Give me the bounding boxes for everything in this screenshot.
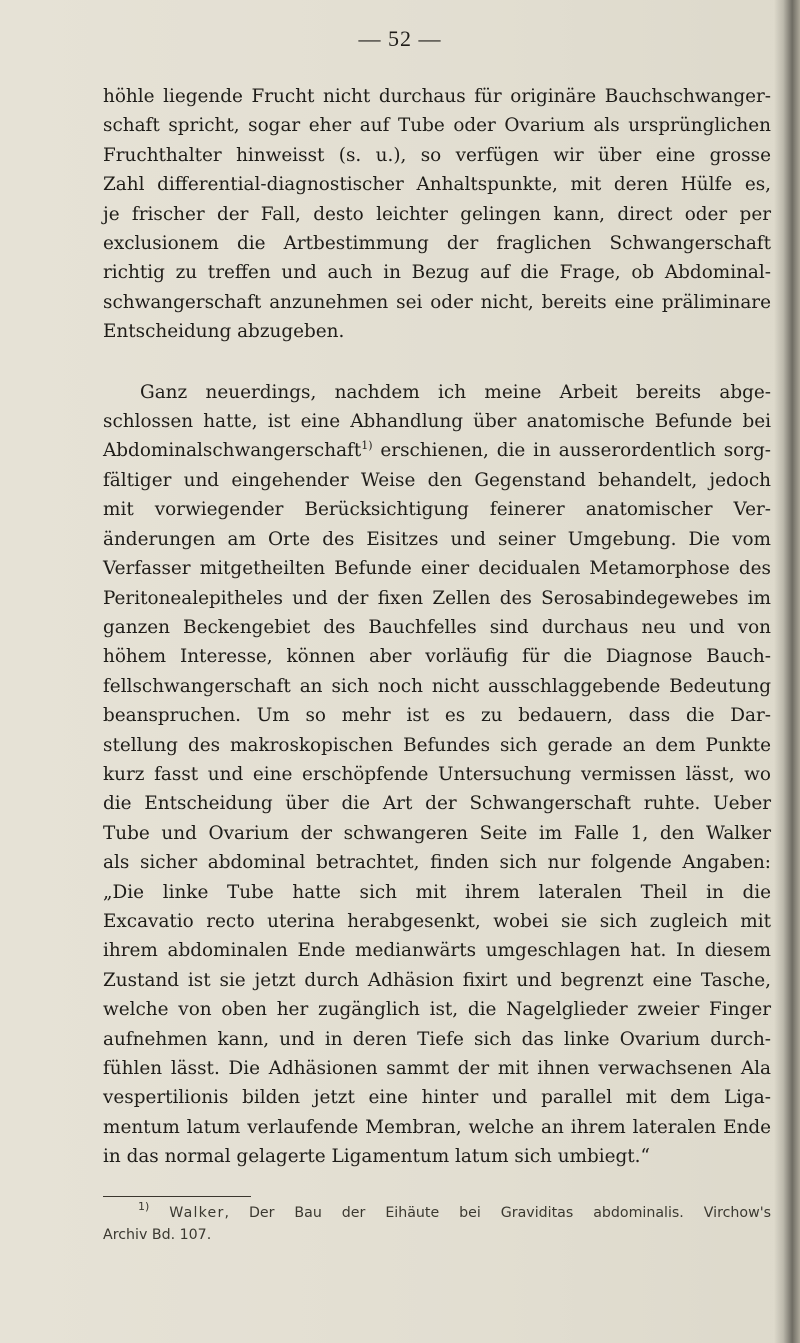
text-line: richtig zu treffen und auch in Bezug auf die Frage, ob Abdominal- — [103, 262, 771, 284]
text-line: Ganz neuerdings, nachdem ich meine Arbeit bereits abge- — [140, 381, 771, 403]
footnote-text: , Der Bau der Eihäute bei Graviditas abdominalis. Virchow's — [224, 1205, 771, 1221]
footnote-line — [103, 1202, 771, 1224]
footnote-reference[interactable]: 1) — [361, 439, 373, 453]
text-line: ganzen Beckengebiet des Bauchfelles sind durchaus neu und von — [103, 616, 771, 638]
text-line: Excavatio recto uterina herabgesenkt, wobei sie sich zugleich mit — [103, 910, 771, 932]
text-line: fühlen lässt. Die Adhäsionen sammt der mit ihnen verwachsenen Ala — [103, 1058, 771, 1079]
text-line: schlossen hatte, ist eine Abhandlung über anatomische Befunde bei — [103, 411, 771, 433]
body-text — [103, 82, 771, 1172]
text-line: ihrem abdominalen Ende medianwärts umgeschlagen hat. In diesem — [103, 940, 771, 962]
text-line: Zustand ist sie jetzt durch Adhäsion fixirt und begrenzt eine Tasche, — [103, 969, 771, 991]
text-line: Entscheidung abzugeben. — [103, 321, 345, 343]
text-segment: Abdominalschwangerschaft — [103, 440, 362, 462]
text-line: schwangerschaft anzunehmen sei oder nicht, bereits eine präliminare — [103, 291, 771, 313]
text-line: als sicher abdominal betrachtet, finden sich nur folgende Angaben: — [103, 852, 771, 874]
paragraph-1 — [103, 82, 771, 347]
text-line: aufnehmen kann, und in deren Tiefe sich das linke Ovarium durch- — [103, 1028, 771, 1050]
footnote-marker: 1) — [138, 1200, 150, 1213]
paragraph-2 — [103, 378, 771, 1172]
text-line: vespertilionis bilden jetzt eine hinter und parallel mit dem Liga- — [103, 1087, 771, 1109]
text-line: höhle liegende Frucht nicht durchaus für originäre Bauchschwanger- — [103, 86, 771, 107]
text-line: höhem Interesse, können aber vorläufig für die Diagnose Bauch- — [103, 646, 771, 668]
paragraph-gap — [103, 347, 771, 378]
text-line: Zahl differential-diagnostischer Anhaltspunkte, mit deren Hülfe es, — [103, 174, 771, 196]
footnote-line: Archiv Bd. 107. — [103, 1227, 212, 1243]
text-line: stellung des makroskopischen Befundes sich gerade an dem Punkte — [103, 734, 771, 756]
text-line: exclusionem die Artbestimmung der fraglichen Schwangerschaft — [103, 233, 771, 255]
footnote-divider — [103, 1196, 251, 1197]
text-line: je frischer der Fall, desto leichter gelingen kann, direct oder per — [103, 203, 771, 225]
text-line: mit vorwiegender Berücksichtigung feinerer anatomischer Ver- — [103, 499, 771, 521]
text-line: schaft spricht, sogar eher auf Tube oder Ovarium als ursprünglichen — [103, 115, 771, 137]
text-line: beanspruchen. Um so mehr ist es zu bedauern, dass die Dar- — [103, 705, 771, 727]
text-line: Tube und Ovarium der schwangeren Seite im Falle 1, den Walker — [103, 822, 771, 844]
page-binding-shadow — [774, 0, 800, 1343]
text-line: mentum latum verlaufende Membran, welche an ihrem lateralen Ende — [103, 1116, 771, 1138]
text-line: kurz fasst und eine erschöpfende Untersuchung vermissen lässt, wo — [103, 763, 771, 785]
text-line: welche von oben her zugänglich ist, die Nagelglieder zweier Finger — [103, 999, 771, 1021]
text-line: fältiger und eingehender Weise den Gegenstand behandelt, jedoch — [103, 469, 771, 491]
text-line: „Die linke Tube hatte sich mit ihrem lateralen Theil in die — [103, 881, 771, 903]
text-line: die Entscheidung über die Art der Schwangerschaft ruhte. Ueber — [103, 793, 771, 815]
text-line-with-footnote-ref — [103, 436, 771, 465]
text-line: Peritonealepitheles und der fixen Zellen des Serosabindegewebes im — [103, 587, 771, 609]
text-line: änderungen am Orte des Eisitzes und seiner Umgebung. Die vom — [103, 528, 771, 550]
text-line: Verfasser mitgetheilten Befunde einer decidualen Metamorphose des — [103, 558, 771, 580]
text-line: in das normal gelagerte Ligamentum latum sich umbiegt.“ — [103, 1146, 650, 1168]
text-line: Fruchthalter hinweisst (s. u.), so verfügen wir über eine grosse — [103, 144, 771, 166]
page-number: — 52 — — [358, 26, 442, 51]
text-segment: erschienen, die in ausserordentlich sorg- — [372, 440, 771, 462]
footnote-author: Walker — [169, 1205, 225, 1221]
footnote — [103, 1202, 771, 1246]
text-line: fellschwangerschaft an sich noch nicht ausschlaggebende Bedeutung — [103, 675, 771, 697]
